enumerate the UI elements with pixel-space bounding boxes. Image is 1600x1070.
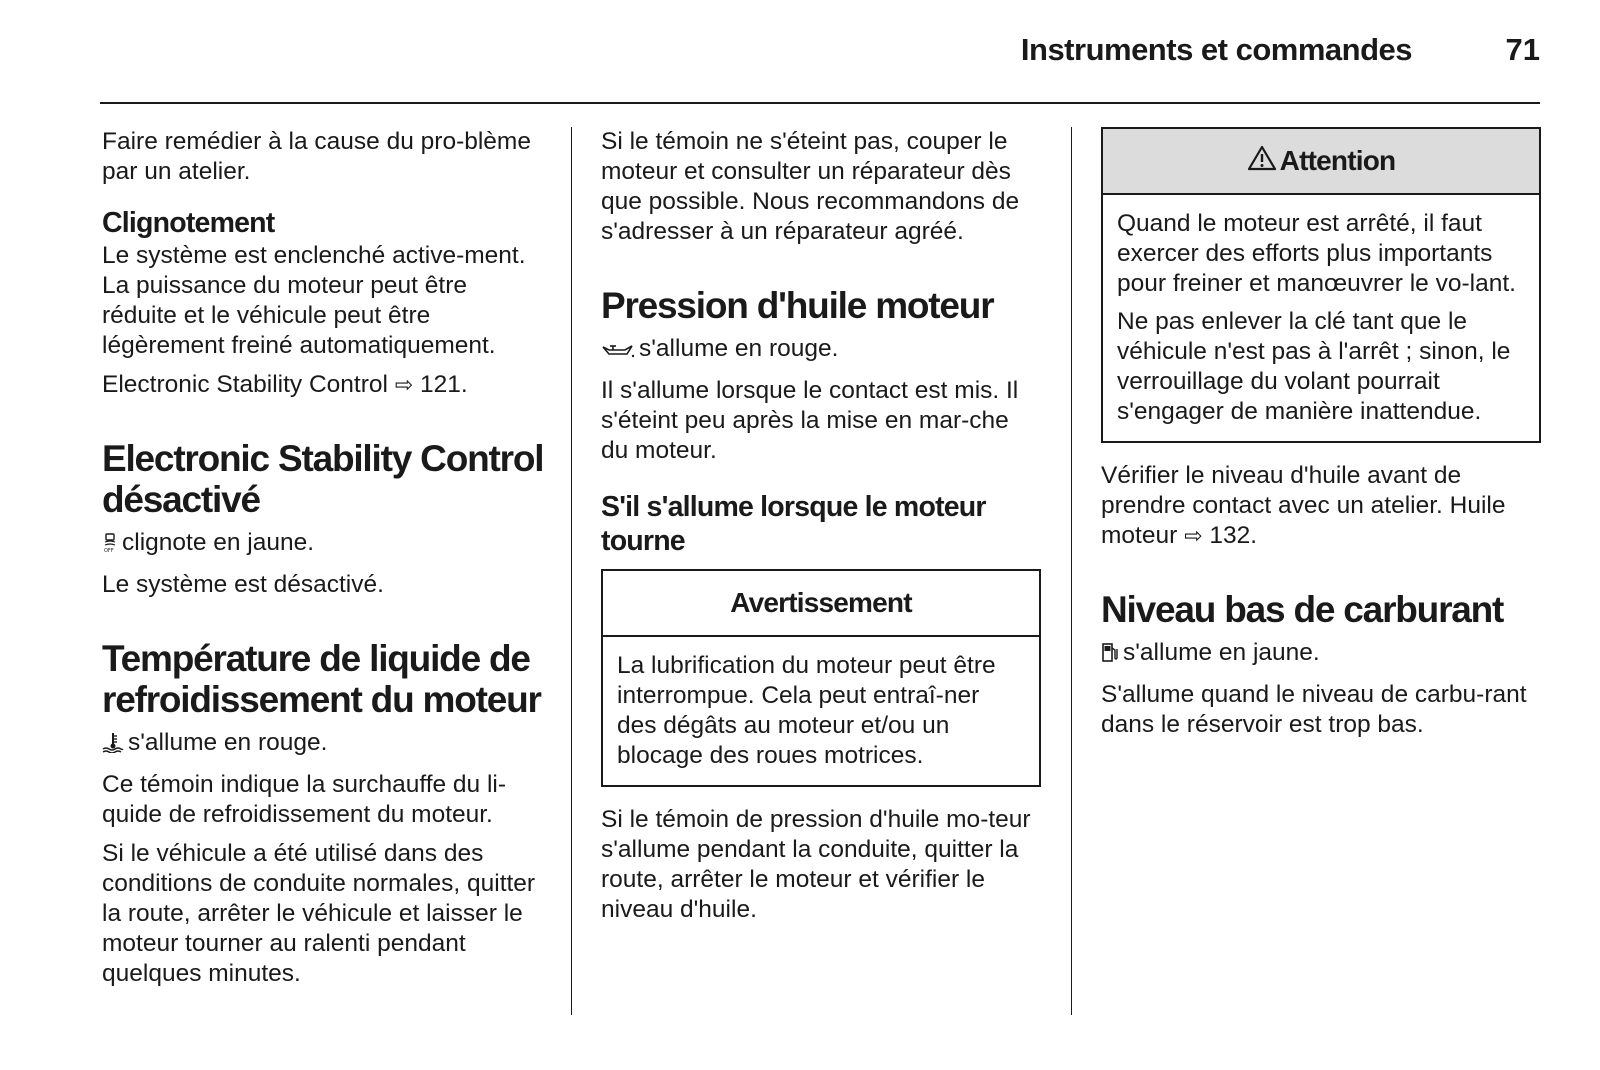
paragraph: Le système est désactivé. xyxy=(102,571,384,598)
heading-oil-running: S'il s'allume lorsque le moteur tourne xyxy=(601,491,986,557)
oil-can-icon xyxy=(601,337,635,367)
column-3 xyxy=(1101,127,1541,749)
column-divider xyxy=(1071,127,1072,1015)
heading-esc-off: Electronic Stability Control désactivé xyxy=(102,438,544,520)
warning-text: La lubrification du moteur peut être interrompue. Cela peut entraî-ner des dégâts au moteur et/ou un blocage des roues motrices. xyxy=(617,652,996,769)
attention-text-1: Quand le moteur est arrêté, il faut exercer des efforts plus importants pour freiner et manœuvrer le vo-lant. xyxy=(1117,210,1516,297)
esc-off-line xyxy=(102,528,547,561)
warning-title: Avertissement xyxy=(603,571,1039,637)
fuel-text: s'allume en jaune. xyxy=(1123,639,1320,666)
column-divider xyxy=(571,127,572,1015)
paragraph: Faire remédier à la cause du pro-blème par un atelier. xyxy=(102,128,531,185)
coolant-line xyxy=(102,728,547,761)
attention-title: Attention xyxy=(1279,145,1396,176)
paragraph: S'allume quand le niveau de carbu-rant dans le réservoir est trop bas. xyxy=(1101,681,1527,738)
heading-low-fuel: Niveau bas de carburant xyxy=(1101,589,1504,630)
column-1 xyxy=(102,127,547,998)
warning-triangle-icon xyxy=(1247,145,1277,177)
heading-coolant-temp: Température de liquide de refroidissement du moteur xyxy=(102,638,541,720)
fuel-pump-icon xyxy=(1101,641,1119,671)
paragraph: Si le témoin ne s'éteint pas, couper le moteur et consulter un réparateur dès que possible. Nous recommandons de s'adresser à un réparateur agréé. xyxy=(601,128,1020,245)
paragraph: Si le véhicule a été utilisé dans des conditions de conduite normales, quitter la route, arrêter le véhicule et laisser le moteur tourner au ralenti pendant quelques minutes. xyxy=(102,840,536,987)
coolant-text: s'allume en rouge. xyxy=(128,729,328,756)
attention-header xyxy=(1103,129,1539,195)
column-2 xyxy=(601,127,1041,934)
warning-body xyxy=(603,637,1039,785)
reference-page: 121. xyxy=(420,371,468,398)
paragraph: Ce témoin indique la surchauffe du li-quide de refroidissement du moteur. xyxy=(102,771,507,828)
oil-check-text: Vérifier le niveau d'huile avant de prendre contact avec un atelier. Huile moteur xyxy=(1101,462,1506,549)
reference-page: 132. xyxy=(1209,522,1258,549)
reference-arrow-icon: ⇨ xyxy=(1184,523,1203,548)
svg-text:OFF: OFF xyxy=(104,548,114,553)
attention-box xyxy=(1101,127,1541,443)
fuel-line xyxy=(1101,638,1541,671)
esc-off-icon xyxy=(102,531,118,561)
paragraph: Si le témoin de pression d'huile mo-teur s'allume pendant la conduite, quitter la route, arrêter le moteur et vérifier le niveau d'huile. xyxy=(601,806,1031,923)
section-title: Instruments et commandes xyxy=(1020,32,1412,67)
paragraph: Il s'allume lorsque le contact est mis. Il s'éteint peu après la mise en mar-che du moteur. xyxy=(601,377,1019,464)
page-header xyxy=(100,0,1540,104)
reference-text: Electronic Stability Control xyxy=(102,371,388,398)
esc-off-text: clignote en jaune. xyxy=(122,529,315,556)
esc-reference xyxy=(102,370,547,400)
oil-line xyxy=(601,334,1041,367)
paragraph: Le système est enclenché active-ment. La puissance du moteur peut être réduite et le véhicule peut être légèrement freiné automatiquement. xyxy=(102,242,526,359)
coolant-temperature-icon xyxy=(102,731,124,761)
heading-clignotement: Clignotement xyxy=(102,207,275,239)
warning-box xyxy=(601,569,1041,787)
page-number: 71 xyxy=(1505,32,1540,67)
attention-text-2: Ne pas enlever la clé tant que le véhicule n'est pas à l'arrêt ; sinon, le verrouillage du volant pourrait s'engager de manière inattendue. xyxy=(1117,308,1511,425)
reference-arrow-icon: ⇨ xyxy=(394,372,414,397)
oil-check-paragraph xyxy=(1101,461,1541,551)
heading-oil-pressure: Pression d'huile moteur xyxy=(601,285,994,326)
attention-body xyxy=(1103,195,1539,441)
oil-text: s'allume en rouge. xyxy=(639,335,839,362)
